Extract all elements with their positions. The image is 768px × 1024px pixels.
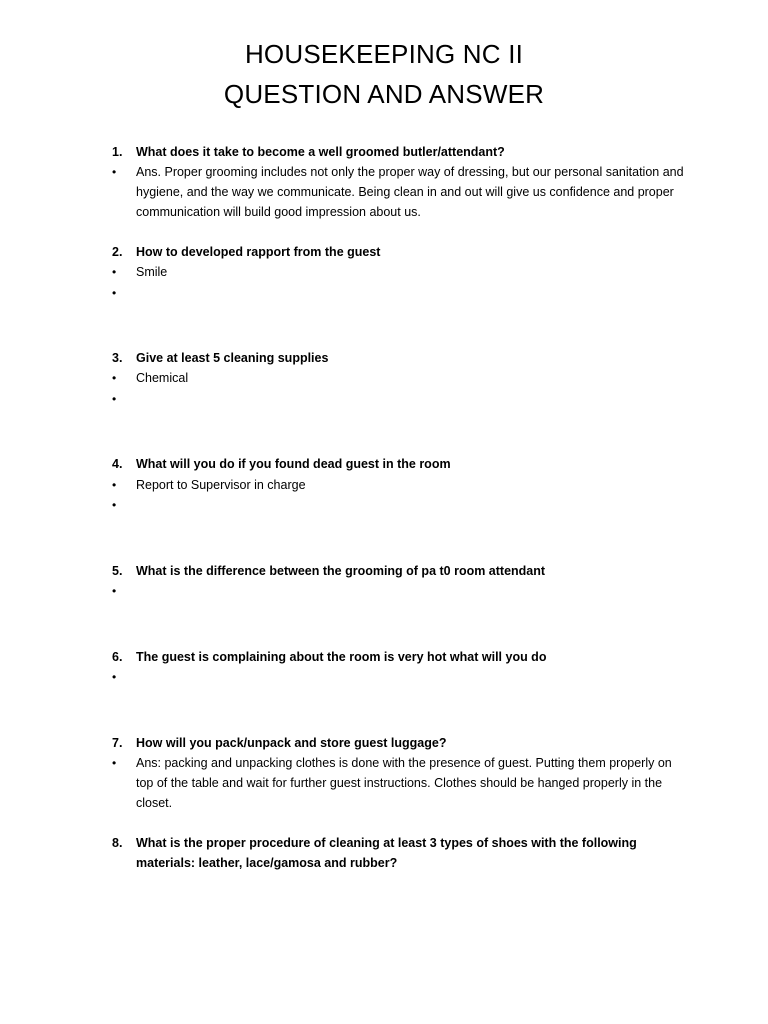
question-text: What does it take to become a well groomed butler/attendant? (136, 145, 505, 159)
answer-text: Ans: packing and unpacking clothes is done with the presence of guest. Putting them properly on top of the table and wait for further guest instructions. Clothes should be hanged properly in the closet. (136, 756, 672, 810)
bullet-icon: • (112, 165, 117, 179)
question-text: What is the difference between the grooming of pa t0 room attendant (136, 564, 546, 578)
question-text: What is the proper procedure of cleaning at least 3 types of shoes with the following materials: leather, lace/gamosa and rubber? (136, 836, 637, 870)
question-6 (112, 647, 692, 667)
bullet-icon: • (112, 584, 117, 598)
question-text: How will you pack/unpack and store guest luggage? (136, 736, 447, 750)
answer-7-1 (112, 753, 692, 813)
question-number: 4. (112, 457, 123, 471)
question-number: 8. (112, 836, 123, 850)
question-8 (112, 833, 692, 873)
answer-text: Chemical (136, 371, 189, 385)
question-number: 1. (112, 145, 123, 159)
question-number: 6. (112, 650, 123, 664)
bullet-icon: • (112, 392, 117, 406)
question-text: Give at least 5 cleaning supplies (136, 351, 329, 365)
question-text: What will you do if you found dead guest in the room (136, 457, 451, 471)
question-text: The guest is complaining about the room is very hot what will you do (136, 650, 547, 664)
answer-text: Ans. Proper grooming includes not only the proper way of dressing, but our personal sanitation and hygiene, and the way we communicate. Being clean in and out will give us confidence and proper communication will build good impression about us. (136, 165, 684, 219)
answer-1-1 (112, 162, 692, 222)
question-7 (112, 733, 692, 753)
document-title-line-2: QUESTION AND ANSWER (223, 79, 545, 109)
question-1 (112, 142, 692, 162)
answer-text: Report to Supervisor in charge (136, 478, 306, 492)
question-2 (112, 242, 692, 262)
question-text: How to developed rapport from the guest (136, 245, 381, 259)
bullet-icon: • (112, 371, 117, 385)
answer-3-1 (112, 368, 692, 388)
document-title-line-1: HOUSEKEEPING NC II (244, 39, 524, 69)
question-5 (112, 561, 692, 581)
answer-text: Smile (136, 265, 168, 279)
bullet-icon: • (112, 478, 117, 492)
question-number: 3. (112, 351, 123, 365)
bullet-icon: • (112, 670, 117, 684)
bullet-icon: • (112, 286, 117, 300)
question-number: 7. (112, 736, 123, 750)
question-number: 2. (112, 245, 123, 259)
question-number: 5. (112, 564, 123, 578)
question-3 (112, 348, 692, 368)
question-4 (112, 454, 692, 474)
bullet-icon: • (112, 265, 117, 279)
bullet-icon: • (112, 756, 117, 770)
answer-4-1 (112, 475, 692, 495)
answer-2-1 (112, 262, 692, 282)
bullet-icon: • (112, 498, 117, 512)
